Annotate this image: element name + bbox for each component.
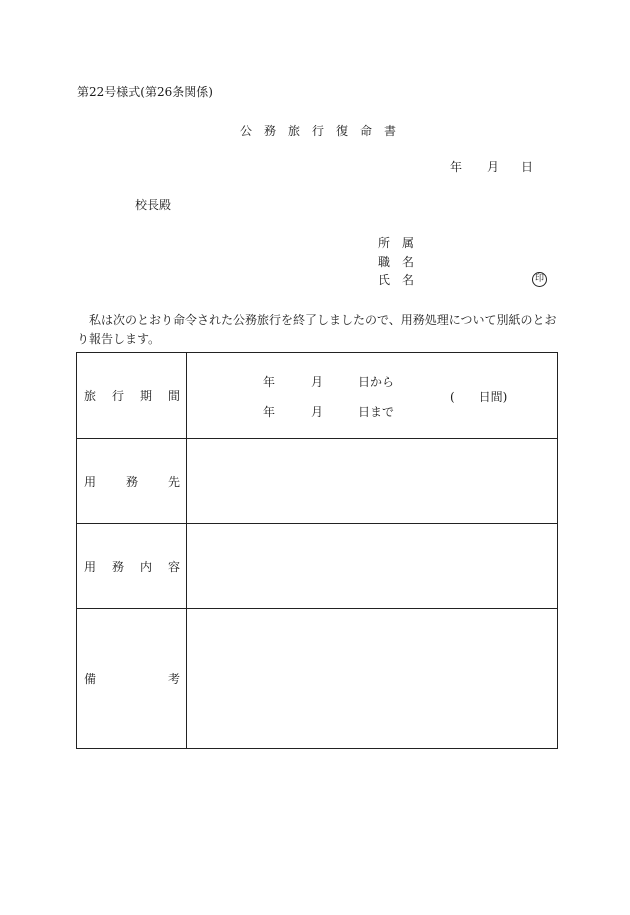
addressee: 校長殿 (135, 198, 172, 212)
title-char: 務 (264, 124, 277, 138)
label-char: 間 (167, 389, 180, 403)
period-label-cell (77, 353, 187, 439)
destination-value-cell[interactable] (187, 439, 558, 524)
content-label (77, 558, 186, 575)
body-text: 私は次のとおり命令された公務旅行を終了しましたので、用務処理について別紙のとおり報告します。 (77, 313, 557, 346)
title-char: 公 (240, 124, 253, 138)
period-label (77, 387, 186, 404)
name-label: 氏 名 (378, 273, 415, 287)
title-char: 行 (312, 124, 325, 138)
content-value-cell[interactable] (187, 524, 558, 609)
table-row (77, 353, 558, 439)
label-char: 先 (167, 474, 180, 489)
table-row (77, 524, 558, 609)
affiliation-label: 所 属 (378, 236, 415, 250)
seal-mark: 印 (532, 272, 547, 287)
table-row (77, 439, 558, 524)
remarks-label-cell (77, 609, 187, 749)
document-title (240, 124, 396, 138)
label-char: 備 (84, 672, 97, 686)
title-char: 書 (384, 124, 397, 138)
position-label: 職 名 (378, 255, 415, 269)
label-char: 行 (111, 389, 124, 403)
from-month: 月 (311, 375, 324, 389)
form-number: 第22号様式(第26条関係) (77, 85, 213, 99)
date-day: 日 (521, 160, 534, 174)
label-char: 務 (125, 474, 138, 489)
label-char: 用 (84, 559, 97, 574)
table-row (77, 609, 558, 749)
label-char: 務 (111, 559, 124, 574)
remarks-label (77, 670, 186, 687)
date-year: 年 (450, 160, 463, 174)
title-char: 復 (336, 124, 349, 138)
label-char: 期 (139, 389, 152, 403)
days-count: ( 日間) (450, 390, 508, 404)
destination-label-cell (77, 439, 187, 524)
to-year: 年 (263, 405, 276, 419)
title-char: 旅 (288, 124, 301, 138)
title-char: 命 (360, 124, 373, 138)
destination-label (77, 473, 186, 490)
date-month: 月 (487, 160, 500, 174)
label-char: 容 (167, 559, 180, 574)
to-month: 月 (311, 405, 324, 419)
period-value-cell[interactable] (187, 353, 558, 439)
label-char: 用 (84, 474, 97, 489)
label-char: 内 (139, 559, 152, 574)
label-char: 考 (167, 672, 180, 686)
to-day: 日まで (358, 405, 395, 419)
label-char: 旅 (84, 389, 97, 403)
from-day: 日から (358, 375, 395, 389)
from-year: 年 (263, 375, 276, 389)
remarks-value-cell[interactable] (187, 609, 558, 749)
report-table (76, 352, 558, 749)
content-label-cell (77, 524, 187, 609)
